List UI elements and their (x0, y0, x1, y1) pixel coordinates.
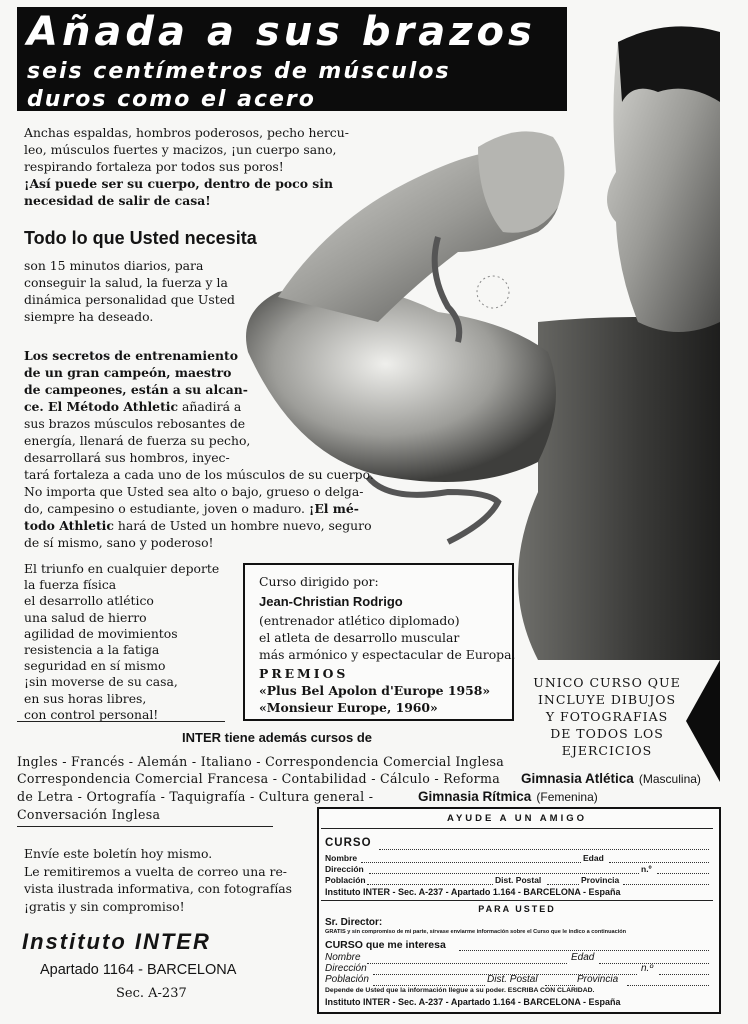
envie-line: Le remitiremos a vuelta de correo una re- (24, 863, 287, 879)
coupon-edad-label: Edad (583, 853, 604, 863)
secretos-bold-tail: ¡El mé- (308, 501, 359, 516)
courses-line-4: Conversación Inglesa (17, 807, 161, 822)
benefit-item: seguridad en sí mismo (24, 658, 166, 674)
institute-section: Sec. A-237 (116, 986, 187, 1001)
pointer-arrow-icon (686, 660, 720, 782)
coupon-poblacion2-label: Población (325, 974, 369, 985)
secretos-bold-tail: todo Athletic (24, 518, 114, 533)
coupon-number2-field[interactable] (659, 974, 709, 975)
coupon-edad2-label: Edad (571, 952, 595, 963)
coupon-gratis: GRATIS y sin compromiso de mi parte, sírvase enviarme información sobre el Curso que le indico a continuación (325, 929, 627, 935)
divider (17, 721, 225, 722)
secretos-bold-tail: de sí mismo, sano y poderoso! (24, 535, 214, 550)
coupon-dist-label: Dist. Postal (495, 875, 542, 885)
coupon-curso-label: CURSO (325, 837, 372, 849)
benefit-item: agilidad de movimientos (24, 625, 178, 641)
coupon-depende: Depende de Usted que la información llegue a su poder. ESCRIBA CON CLARIDAD. (325, 987, 595, 994)
premios-label: PREMIOS (259, 666, 349, 681)
unico-line: DE TODOS LOS (550, 726, 664, 741)
divider (321, 900, 713, 901)
gym-atletica-sub: (Masculina) (638, 772, 701, 786)
benefit-item: resistencia a la fatiga (24, 642, 160, 658)
coupon-poblacion2-field[interactable] (373, 985, 485, 986)
coupon-nombre2-label: Nombre (325, 952, 361, 963)
coupon-provincia2-field[interactable] (627, 985, 709, 986)
other-courses-title: INTER tiene además cursos de (182, 730, 373, 745)
course-director-box (243, 563, 514, 721)
benefits-list (24, 561, 219, 723)
course-line: el atleta de desarrollo muscular (259, 630, 460, 645)
secretos-line: sus brazos músculos rebosantes de (24, 416, 246, 431)
coupon-band-friend: AYUDE A UN AMIGO (446, 813, 588, 824)
gym-ritmica-label: Gimnasia Rítmica (418, 789, 532, 804)
benefit-item: en sus horas libres, (24, 690, 147, 706)
coupon-curso-field[interactable] (379, 849, 709, 850)
envie-line: Envíe este boletín hoy mismo. (24, 846, 213, 861)
gym-atletica (521, 768, 701, 787)
coupon-dist-field[interactable] (547, 884, 579, 885)
coupon-nombre-label: Nombre (325, 853, 358, 863)
secretos-bold-line: de un gran campeón, maestro (24, 365, 232, 380)
todo-text (24, 257, 235, 325)
coupon-sr-director: Sr. Director: (325, 917, 383, 928)
coupon-number2-label: n.º (641, 963, 653, 974)
benefit-item: El triunfo en cualquier deporte (24, 561, 220, 576)
secretos-line: No importa que Usted sea alto o bajo, grueso o delga- (24, 484, 364, 499)
secretos-line: do, campesino o estudiante, joven o maduro. (24, 501, 305, 516)
coupon-footer-2: Instituto INTER - Sec. A-237 - Apartado 1.164 - BARCELONA - España (325, 997, 621, 1007)
courses-line-3: de Letra - Ortografía - Taquigrafía - Cultura general - (17, 789, 374, 804)
benefit-item: el desarrollo atlético (24, 593, 154, 609)
envie-line: ¡gratis y sin compromiso! (24, 898, 185, 914)
coupon-direccion-field[interactable] (369, 873, 639, 874)
gym-ritmica (418, 786, 598, 805)
secretos-text (24, 347, 374, 551)
coupon-nombre-field[interactable] (361, 862, 581, 863)
coupon-form (317, 807, 721, 1014)
intro-bold-line: necesidad de salir de casa! (24, 193, 211, 208)
intro-line: leo, músculos fuertes y macizos, ¡un cuerpo sano, (24, 142, 337, 157)
coupon-number-label: n.º (641, 864, 652, 874)
unico-line: EJERCICIOS (561, 743, 653, 758)
unico-line: UNICO CURSO QUE (533, 675, 681, 690)
benefit-item: una salud de hierro (24, 609, 147, 625)
coupon-nombre2-field[interactable] (367, 963, 567, 964)
secretos-bold-line: de campeones, están a su alcan- (24, 382, 248, 397)
secretos-bold-line: ce. El Método Athletic (24, 399, 179, 414)
headline-line-3: duros como el acero (27, 87, 316, 112)
premio-item: «Monsieur Europe, 1960» (259, 700, 438, 715)
divider (17, 826, 273, 827)
courses-line-2: Correspondencia Comercial Francesa - Contabilidad - Cálculo - Reforma (17, 771, 501, 786)
coupon-provincia2-label: Provincia (577, 974, 619, 985)
coupon-dist2-field[interactable] (545, 985, 575, 986)
coupon-curso-interesa-field[interactable] (459, 950, 709, 951)
secretos-bold-tail: hará de Usted un hombre nuevo, seguro (117, 518, 372, 533)
unico-line: INCLUYE DIBUJOS (537, 692, 677, 707)
coupon-band-you: PARA USTED (478, 904, 556, 914)
course-line: (entrenador atlético diplomado) (259, 613, 460, 628)
envie-text (24, 845, 292, 915)
gym-atletica-label: Gimnasia Atlética (521, 771, 634, 786)
coupon-provincia-label: Provincia (581, 875, 620, 885)
coupon-number-field[interactable] (657, 873, 709, 874)
benefit-item: la fuerza física (24, 577, 117, 593)
benefit-item: ¡sin moverse de su casa, (24, 674, 178, 690)
unico-curso-text (530, 674, 684, 759)
secretos-line: añadirá a (182, 399, 242, 414)
todo-title: Todo lo que Usted necesita (24, 228, 257, 248)
coupon-provincia-field[interactable] (623, 884, 709, 885)
institute-address: Apartado 1164 - BARCELONA (40, 962, 237, 978)
headline-line-2: seis centímetros de músculos (27, 59, 451, 84)
secretos-line: desarrollará sus hombros, inyec- (24, 450, 230, 465)
todo-line: dinámica personalidad que Usted (24, 292, 235, 307)
gym-ritmica-sub: (Femenina) (536, 790, 598, 804)
intro-text (24, 124, 349, 209)
coupon-direccion2-label: Dirección (325, 963, 367, 974)
course-intro: Curso dirigido por: (259, 574, 379, 589)
intro-line: respirando fortaleza por todos sus poros! (24, 159, 284, 174)
coupon-poblacion-field[interactable] (367, 884, 493, 885)
secretos-line: tará fortaleza a cada uno de los músculos de su cuerpo. (24, 467, 374, 482)
course-director-name: Jean-Christian Rodrigo (259, 594, 403, 609)
institute-name: Instituto INTER (22, 929, 211, 954)
intro-bold-line: ¡Así puede ser su cuerpo, dentro de poco sin (24, 176, 333, 191)
coupon-curso-interesa-label: CURSO que me interesa (325, 939, 446, 951)
todo-line: siempre ha deseado. (24, 309, 154, 324)
coupon-dist2-label: Dist. Postal (487, 974, 538, 985)
unico-line: Y FOTOGRAFIAS (545, 709, 669, 724)
todo-line: conseguir la salud, la fuerza y la (24, 275, 228, 290)
coupon-footer-1: Instituto INTER - Sec. A-237 - Apartado 1.164 - BARCELONA - España (325, 887, 621, 897)
premio-item: «Plus Bel Apolon d'Europe 1958» (259, 683, 491, 698)
coupon-poblacion-label: Población (325, 875, 366, 885)
coupon-direccion-label: Dirección (325, 864, 364, 874)
intro-line: Anchas espaldas, hombros poderosos, pecho hercu- (24, 125, 349, 140)
courses-line-1: Ingles - Francés - Alemán - Italiano - Correspondencia Comercial Inglesa (17, 754, 505, 769)
secretos-bold-line: Los secretos de entrenamiento (24, 348, 238, 363)
course-line: más armónico y espectacular de Europa. (259, 647, 516, 662)
coupon-edad-field[interactable] (609, 862, 709, 863)
headline-line-1: Añada a sus brazos (27, 9, 536, 55)
benefit-item: con control personal! (24, 706, 159, 722)
envie-line: vista ilustrada informativa, con fotografías (24, 881, 293, 896)
todo-line: son 15 minutos diarios, para (24, 258, 204, 273)
divider (321, 828, 713, 829)
secretos-line: energía, llenará de fuerza su pecho, (24, 433, 251, 448)
coupon-edad2-field[interactable] (599, 963, 709, 964)
